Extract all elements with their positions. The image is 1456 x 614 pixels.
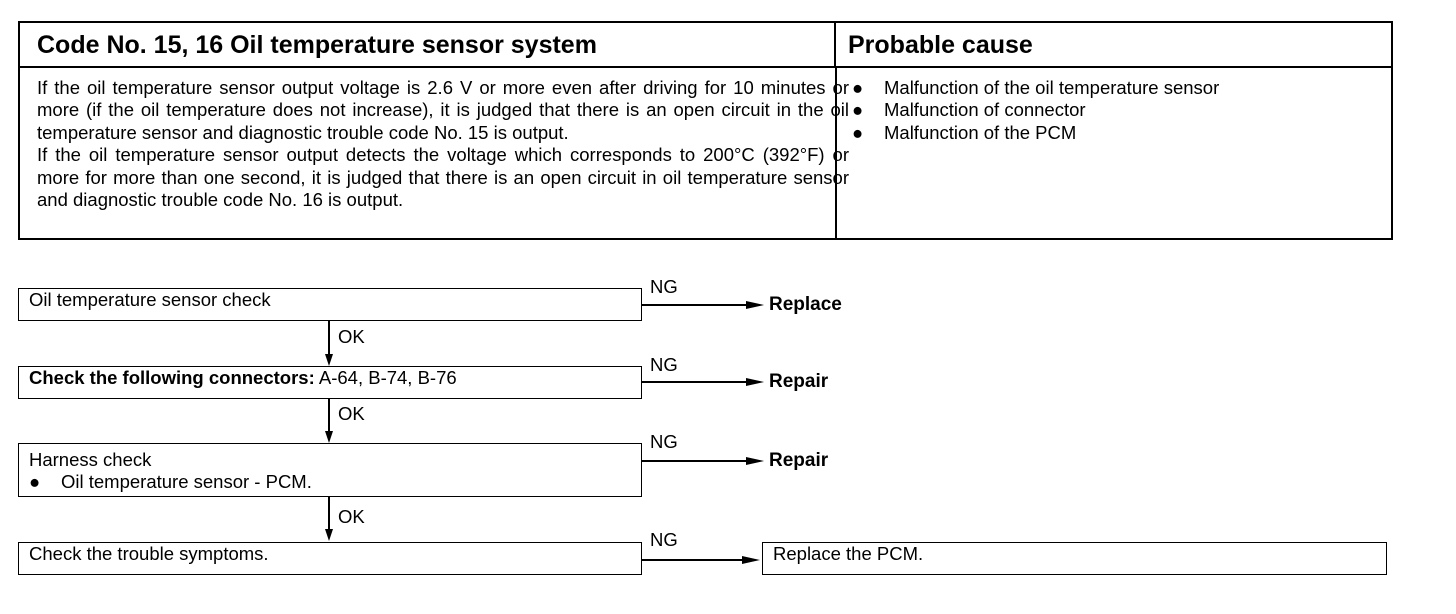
arrow-down-icon xyxy=(325,431,333,443)
cause-item xyxy=(852,99,1219,121)
arrow-right-icon xyxy=(746,378,764,386)
bullet-icon: ● xyxy=(852,77,864,98)
ng-arrow-line xyxy=(642,381,748,383)
step-check-trouble-symptoms xyxy=(18,542,642,575)
cause-text: Malfunction of the oil temperature sensor xyxy=(884,77,1220,98)
info-table xyxy=(18,21,1393,240)
cause-text: Malfunction of connector xyxy=(884,99,1086,121)
step-text: A-64, B-74, B-76 xyxy=(314,367,457,388)
ng-arrow-line xyxy=(642,304,748,306)
probable-cause-list xyxy=(852,77,1219,144)
ok-arrow-line xyxy=(328,321,330,355)
ng-arrow-line xyxy=(642,460,748,462)
result-repair: Repair xyxy=(769,371,829,392)
step-bold-text: Check the following connectors: xyxy=(29,367,315,388)
step-text: Harness check xyxy=(29,449,152,470)
ok-arrow-line xyxy=(328,399,330,432)
ng-label: NG xyxy=(650,431,678,452)
ng-label: NG xyxy=(650,529,678,550)
arrow-down-icon xyxy=(325,529,333,541)
arrow-right-icon xyxy=(742,556,760,564)
result-replace-pcm-box xyxy=(762,542,1387,575)
ok-label: OK xyxy=(338,403,365,424)
result-replace-pcm: Replace the PCM. xyxy=(773,543,924,564)
ok-arrow-line xyxy=(328,497,330,530)
description xyxy=(37,77,849,211)
arrow-right-icon xyxy=(746,457,764,465)
step-text: Oil temperature sensor - PCM. xyxy=(61,471,312,492)
bullet-icon: ● xyxy=(852,99,864,121)
result-repair: Repair xyxy=(769,450,829,471)
arrow-right-icon xyxy=(746,301,764,309)
ng-arrow-line xyxy=(642,559,744,561)
ok-label: OK xyxy=(338,506,365,527)
bullet-icon: ● xyxy=(29,471,41,492)
step-harness-check xyxy=(18,443,642,497)
ng-label: NG xyxy=(650,354,678,375)
result-replace: Replace xyxy=(769,294,842,315)
step-bullet-line xyxy=(29,471,641,493)
arrow-down-icon xyxy=(325,354,333,366)
cause-item xyxy=(852,122,1219,144)
description-paragraph-1: If the oil temperature sensor output voltage is 2.6 V or more even after driving for 10 minutes or more (if the oil temperature does not increase), it is judged that there is an open circuit in the oil temperature sensor and diagnostic trouble code No. 15 is output. xyxy=(37,77,849,143)
code-title: Code No. 15, 16 Oil temperature sensor system xyxy=(20,23,836,68)
cause-text: Malfunction of the PCM xyxy=(884,121,1077,143)
step-oil-temp-sensor-check xyxy=(18,288,642,321)
step-check-connectors xyxy=(18,366,642,399)
step-text: Check the trouble symptoms. xyxy=(29,543,269,564)
probable-cause-title: Probable cause xyxy=(836,23,1391,68)
bullet-icon: ● xyxy=(852,121,864,143)
ok-label: OK xyxy=(338,326,365,347)
step-text: Oil temperature sensor check xyxy=(29,289,271,310)
description-paragraph-2: If the oil temperature sensor output detects the voltage which corresponds to 200°C (392°F) or more for more than one second, it is judged that there is an open circuit in oil temperature sensor and diagnostic trouble code No. 16 is output. xyxy=(37,144,849,211)
cause-item xyxy=(852,77,1219,99)
ng-label: NG xyxy=(650,276,678,297)
